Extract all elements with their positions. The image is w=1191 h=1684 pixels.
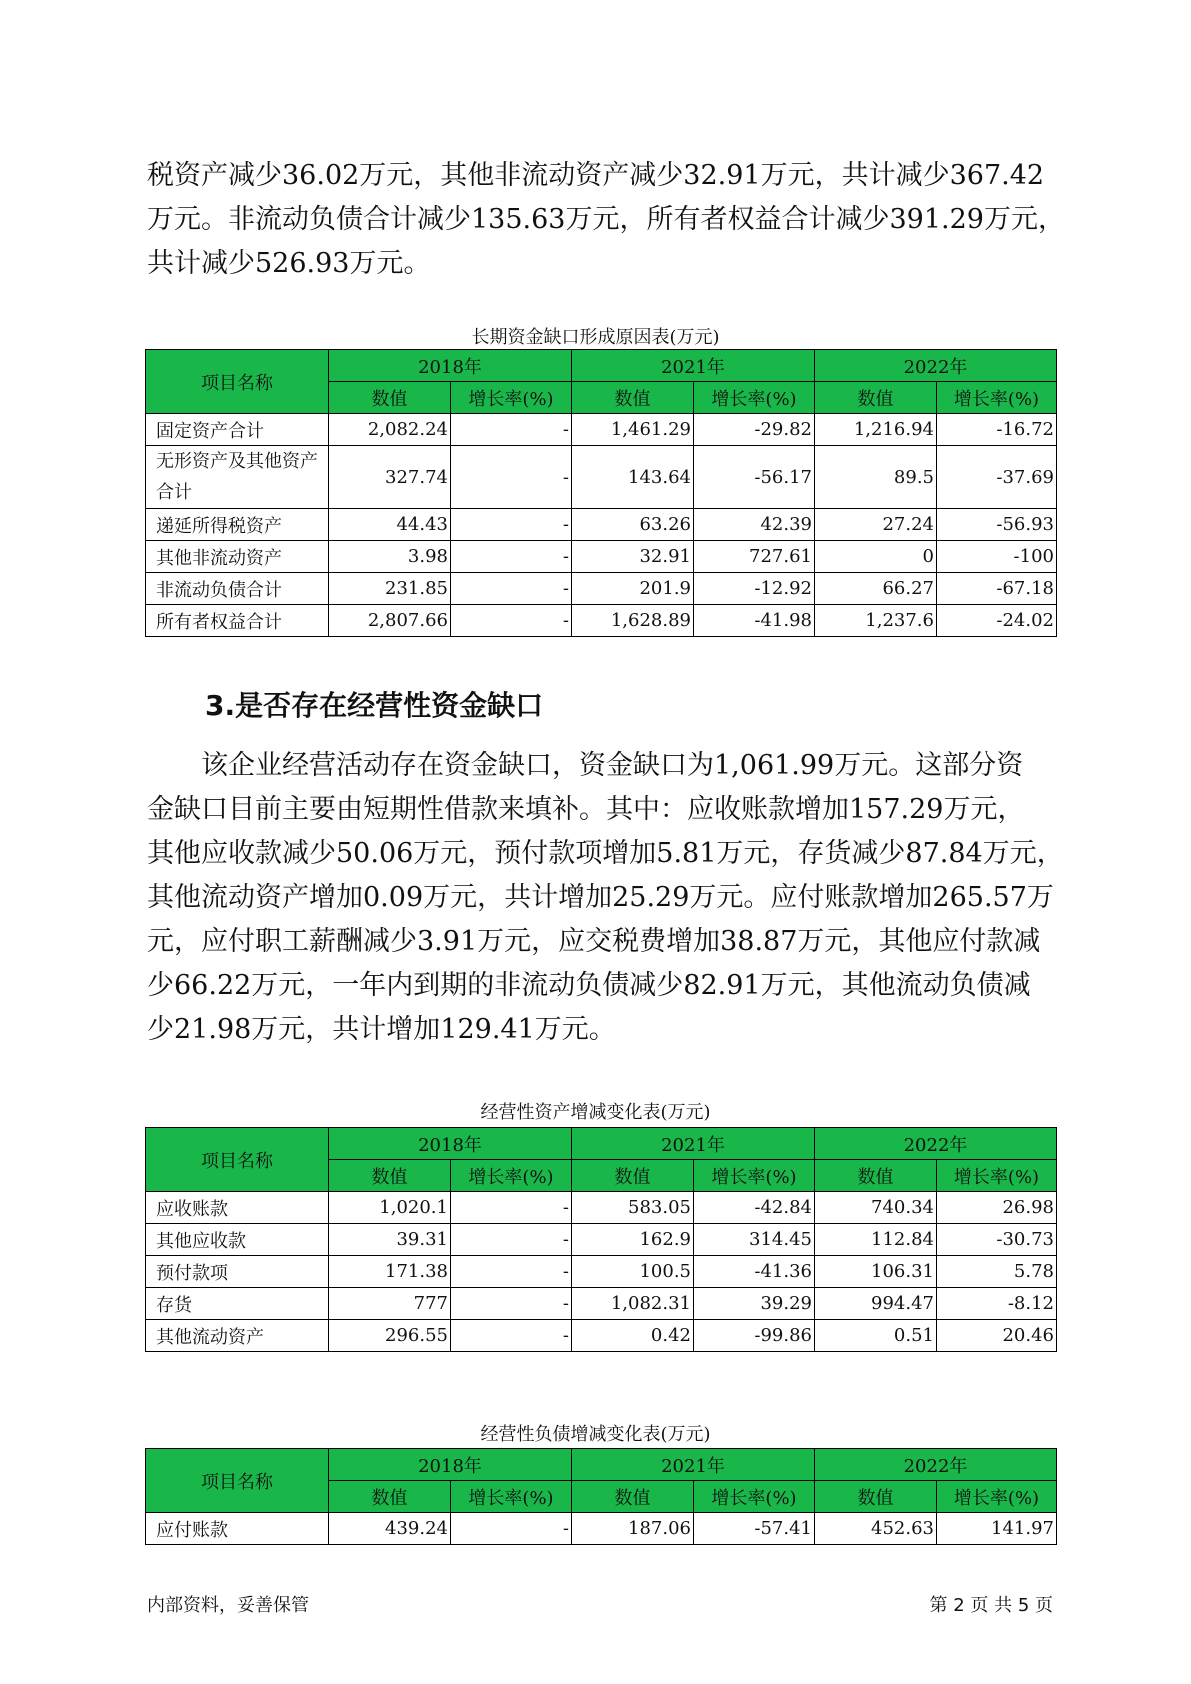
row-name: 应收账款 bbox=[146, 1192, 329, 1224]
header-item-name: 项目名称 bbox=[146, 1128, 329, 1192]
header-value: 数值 bbox=[815, 382, 937, 414]
cell: 143.64 bbox=[572, 446, 694, 509]
intro-paragraph bbox=[147, 154, 1065, 286]
cell: -30.73 bbox=[937, 1224, 1057, 1256]
table-row bbox=[146, 1256, 1057, 1288]
cell: 1,237.6 bbox=[815, 605, 937, 637]
paragraph-line: 金缺口目前主要由短期性借款来填补。其中：应收账款增加157.29万元， bbox=[147, 794, 1025, 825]
cell: -67.18 bbox=[937, 573, 1057, 605]
cell: 112.84 bbox=[815, 1224, 937, 1256]
header-year: 2022年 bbox=[815, 1449, 1057, 1481]
header-value: 数值 bbox=[815, 1481, 937, 1513]
header-growth: 增长率(%) bbox=[937, 1481, 1057, 1513]
cell: - bbox=[451, 414, 572, 446]
paragraph-line: 该企业经营活动存在资金缺口，资金缺口为1,061.99万元。这部分资 bbox=[201, 750, 1024, 781]
cell: 171.38 bbox=[329, 1256, 451, 1288]
header-value: 数值 bbox=[815, 1160, 937, 1192]
cell: 5.78 bbox=[937, 1256, 1057, 1288]
header-growth: 增长率(%) bbox=[451, 1481, 572, 1513]
cell: 141.97 bbox=[937, 1513, 1057, 1545]
table-row bbox=[146, 1192, 1057, 1224]
cell: - bbox=[451, 1192, 572, 1224]
row-name: 非流动负债合计 bbox=[146, 573, 329, 605]
header-year: 2018年 bbox=[329, 350, 572, 382]
header-year: 2021年 bbox=[572, 350, 815, 382]
paragraph-line: 共计减少526.93万元。 bbox=[147, 248, 431, 279]
cell: -56.93 bbox=[937, 509, 1057, 541]
cell: - bbox=[451, 1288, 572, 1320]
row-name: 其他流动资产 bbox=[146, 1320, 329, 1352]
cell: 27.24 bbox=[815, 509, 937, 541]
header-value: 数值 bbox=[572, 382, 694, 414]
cell: 1,082.31 bbox=[572, 1288, 694, 1320]
paragraph-line: 税资产减少36.02万元，其他非流动资产减少32.91万元，共计减少367.42 bbox=[147, 160, 1045, 191]
cell: 0.42 bbox=[572, 1320, 694, 1352]
cell: -57.41 bbox=[694, 1513, 815, 1545]
table-row bbox=[146, 573, 1057, 605]
header-value: 数值 bbox=[329, 1160, 451, 1192]
row-name: 预付款项 bbox=[146, 1256, 329, 1288]
table-caption: 长期资金缺口形成原因表(万元) bbox=[471, 327, 720, 348]
long-term-funding-gap-table bbox=[145, 349, 1057, 637]
header-year: 2021年 bbox=[572, 1449, 815, 1481]
cell: 66.27 bbox=[815, 573, 937, 605]
cell: -29.82 bbox=[694, 414, 815, 446]
row-name: 存货 bbox=[146, 1288, 329, 1320]
cell: 3.98 bbox=[329, 541, 451, 573]
header-year: 2018年 bbox=[329, 1449, 572, 1481]
section3-paragraph bbox=[147, 744, 1064, 1052]
section-heading: 3.是否存在经营性资金缺口 bbox=[205, 689, 544, 722]
table-row bbox=[146, 1288, 1057, 1320]
table-row bbox=[146, 605, 1057, 637]
header-growth: 增长率(%) bbox=[937, 382, 1057, 414]
cell: - bbox=[451, 1513, 572, 1545]
header-year: 2022年 bbox=[815, 350, 1057, 382]
header-year: 2022年 bbox=[815, 1128, 1057, 1160]
cell: -41.98 bbox=[694, 605, 815, 637]
table-row bbox=[146, 1224, 1057, 1256]
cell: -16.72 bbox=[937, 414, 1057, 446]
operating-liabilities-table bbox=[145, 1448, 1057, 1545]
table-row bbox=[146, 541, 1057, 573]
cell: 20.46 bbox=[937, 1320, 1057, 1352]
table-caption: 经营性负债增减变化表(万元) bbox=[480, 1424, 711, 1445]
cell: 296.55 bbox=[329, 1320, 451, 1352]
row-name: 其他非流动资产 bbox=[146, 541, 329, 573]
header-item-name: 项目名称 bbox=[146, 350, 329, 414]
cell: - bbox=[451, 1224, 572, 1256]
table-row bbox=[146, 446, 1057, 509]
header-year: 2021年 bbox=[572, 1128, 815, 1160]
cell: - bbox=[451, 1256, 572, 1288]
table-caption: 经营性资产增减变化表(万元) bbox=[480, 1102, 711, 1123]
cell: 44.43 bbox=[329, 509, 451, 541]
row-name: 所有者权益合计 bbox=[146, 605, 329, 637]
table-row bbox=[146, 1513, 1057, 1545]
footer-confidential-note: 内部资料，妥善保管 bbox=[147, 1595, 309, 1616]
cell: 994.47 bbox=[815, 1288, 937, 1320]
cell: - bbox=[451, 1320, 572, 1352]
row-name: 固定资产合计 bbox=[146, 414, 329, 446]
footer-page-number: 第 2 页 共 5 页 bbox=[929, 1595, 1053, 1616]
header-growth: 增长率(%) bbox=[694, 1160, 815, 1192]
table-row bbox=[146, 509, 1057, 541]
table-row bbox=[146, 414, 1057, 446]
cell: 777 bbox=[329, 1288, 451, 1320]
cell: 0.51 bbox=[815, 1320, 937, 1352]
header-year: 2018年 bbox=[329, 1128, 572, 1160]
cell: - bbox=[451, 541, 572, 573]
operating-assets-table bbox=[145, 1127, 1057, 1352]
header-item-name: 项目名称 bbox=[146, 1449, 329, 1513]
cell: -8.12 bbox=[937, 1288, 1057, 1320]
cell: - bbox=[451, 446, 572, 509]
cell: -42.84 bbox=[694, 1192, 815, 1224]
row-name: 无形资产及其他资产合计 bbox=[146, 446, 329, 509]
cell: 1,216.94 bbox=[815, 414, 937, 446]
cell: 2,082.24 bbox=[329, 414, 451, 446]
cell: -100 bbox=[937, 541, 1057, 573]
cell: 727.61 bbox=[694, 541, 815, 573]
cell: -24.02 bbox=[937, 605, 1057, 637]
cell: 26.98 bbox=[937, 1192, 1057, 1224]
cell: - bbox=[451, 605, 572, 637]
cell: 100.5 bbox=[572, 1256, 694, 1288]
row-name: 应付账款 bbox=[146, 1513, 329, 1545]
cell: 452.63 bbox=[815, 1513, 937, 1545]
header-value: 数值 bbox=[572, 1160, 694, 1192]
cell: 1,461.29 bbox=[572, 414, 694, 446]
cell: -37.69 bbox=[937, 446, 1057, 509]
cell: 439.24 bbox=[329, 1513, 451, 1545]
cell: -99.86 bbox=[694, 1320, 815, 1352]
cell: 187.06 bbox=[572, 1513, 694, 1545]
cell: -41.36 bbox=[694, 1256, 815, 1288]
cell: 327.74 bbox=[329, 446, 451, 509]
cell: 63.26 bbox=[572, 509, 694, 541]
cell: 0 bbox=[815, 541, 937, 573]
cell: 106.31 bbox=[815, 1256, 937, 1288]
cell: -12.92 bbox=[694, 573, 815, 605]
cell: - bbox=[451, 509, 572, 541]
header-value: 数值 bbox=[329, 382, 451, 414]
cell: 583.05 bbox=[572, 1192, 694, 1224]
paragraph-line: 其他应收款减少50.06万元，预付款项增加5.81万元，存货减少87.84万元， bbox=[147, 838, 1064, 869]
cell: 1,628.89 bbox=[572, 605, 694, 637]
cell: - bbox=[451, 573, 572, 605]
paragraph-line: 少66.22万元，一年内到期的非流动负债减少82.91万元，其他流动负债减 bbox=[147, 970, 1031, 1001]
paragraph-line: 其他流动资产增加0.09万元，共计增加25.29万元。应付账款增加265.57万 bbox=[147, 882, 1054, 913]
paragraph-line: 少21.98万元，共计增加129.41万元。 bbox=[147, 1014, 616, 1045]
cell: 89.5 bbox=[815, 446, 937, 509]
header-growth: 增长率(%) bbox=[451, 382, 572, 414]
header-value: 数值 bbox=[329, 1481, 451, 1513]
cell: -56.17 bbox=[694, 446, 815, 509]
cell: 32.91 bbox=[572, 541, 694, 573]
cell: 740.34 bbox=[815, 1192, 937, 1224]
header-value: 数值 bbox=[572, 1481, 694, 1513]
paragraph-line: 万元。非流动负债合计减少135.63万元，所有者权益合计减少391.29万元， bbox=[147, 204, 1065, 235]
cell: 2,807.66 bbox=[329, 605, 451, 637]
cell: 201.9 bbox=[572, 573, 694, 605]
header-growth: 增长率(%) bbox=[694, 1481, 815, 1513]
cell: 1,020.1 bbox=[329, 1192, 451, 1224]
row-name: 其他应收款 bbox=[146, 1224, 329, 1256]
cell: 39.31 bbox=[329, 1224, 451, 1256]
cell: 162.9 bbox=[572, 1224, 694, 1256]
header-growth: 增长率(%) bbox=[694, 382, 815, 414]
row-name: 递延所得税资产 bbox=[146, 509, 329, 541]
cell: 39.29 bbox=[694, 1288, 815, 1320]
header-growth: 增长率(%) bbox=[937, 1160, 1057, 1192]
cell: 314.45 bbox=[694, 1224, 815, 1256]
table-row bbox=[146, 1320, 1057, 1352]
header-growth: 增长率(%) bbox=[451, 1160, 572, 1192]
paragraph-line: 元，应付职工薪酬减少3.91万元，应交税费增加38.87万元，其他应付款减 bbox=[147, 926, 1041, 957]
cell: 231.85 bbox=[329, 573, 451, 605]
cell: 42.39 bbox=[694, 509, 815, 541]
